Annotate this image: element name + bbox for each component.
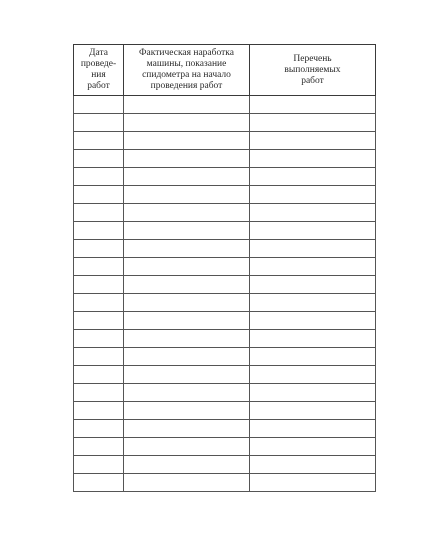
table-row: [74, 276, 376, 294]
cell-machine-hours: [124, 204, 250, 222]
header-machine-hours-odometer: Фактическая наработка машины, показание спидометра на начало проведения работ: [124, 45, 250, 96]
cell-work-list: [250, 276, 376, 294]
table-body: [74, 96, 376, 492]
cell-work-list: [250, 330, 376, 348]
cell-machine-hours: [124, 132, 250, 150]
work-log-table: [73, 44, 376, 492]
cell-work-date: [74, 330, 124, 348]
table-row: [74, 96, 376, 114]
cell-work-list: [250, 420, 376, 438]
table-row: [74, 402, 376, 420]
table-row: [74, 366, 376, 384]
cell-work-list: [250, 348, 376, 366]
cell-machine-hours: [124, 456, 250, 474]
table-row: [74, 186, 376, 204]
cell-work-list: [250, 366, 376, 384]
table-row: [74, 114, 376, 132]
cell-work-list: [250, 240, 376, 258]
table-row: [74, 330, 376, 348]
cell-work-date: [74, 168, 124, 186]
cell-work-list: [250, 186, 376, 204]
cell-machine-hours: [124, 276, 250, 294]
table-row: [74, 312, 376, 330]
cell-work-date: [74, 150, 124, 168]
cell-work-list: [250, 456, 376, 474]
table-row: [74, 204, 376, 222]
table-header-row: [74, 45, 376, 96]
cell-work-date: [74, 474, 124, 492]
cell-machine-hours: [124, 222, 250, 240]
cell-work-date: [74, 204, 124, 222]
cell-machine-hours: [124, 114, 250, 132]
cell-work-date: [74, 456, 124, 474]
cell-machine-hours: [124, 348, 250, 366]
cell-work-date: [74, 384, 124, 402]
table-row: [74, 474, 376, 492]
table-row: [74, 438, 376, 456]
table-row: [74, 420, 376, 438]
cell-machine-hours: [124, 474, 250, 492]
table-row: [74, 240, 376, 258]
cell-work-date: [74, 258, 124, 276]
cell-work-date: [74, 186, 124, 204]
cell-machine-hours: [124, 402, 250, 420]
cell-work-list: [250, 402, 376, 420]
cell-work-list: [250, 258, 376, 276]
cell-machine-hours: [124, 96, 250, 114]
cell-work-date: [74, 312, 124, 330]
cell-work-list: [250, 384, 376, 402]
cell-machine-hours: [124, 384, 250, 402]
cell-work-date: [74, 420, 124, 438]
cell-work-date: [74, 222, 124, 240]
cell-machine-hours: [124, 420, 250, 438]
cell-work-date: [74, 348, 124, 366]
table-row: [74, 150, 376, 168]
table-row: [74, 168, 376, 186]
cell-machine-hours: [124, 366, 250, 384]
cell-machine-hours: [124, 312, 250, 330]
cell-work-list: [250, 132, 376, 150]
cell-work-list: [250, 474, 376, 492]
cell-machine-hours: [124, 240, 250, 258]
cell-work-date: [74, 438, 124, 456]
cell-work-date: [74, 402, 124, 420]
cell-work-list: [250, 114, 376, 132]
table-row: [74, 132, 376, 150]
cell-machine-hours: [124, 168, 250, 186]
cell-machine-hours: [124, 258, 250, 276]
cell-work-list: [250, 438, 376, 456]
cell-machine-hours: [124, 186, 250, 204]
cell-work-list: [250, 168, 376, 186]
cell-work-date: [74, 96, 124, 114]
table-row: [74, 384, 376, 402]
table-row: [74, 456, 376, 474]
cell-work-list: [250, 312, 376, 330]
cell-work-list: [250, 222, 376, 240]
cell-work-date: [74, 132, 124, 150]
cell-work-list: [250, 150, 376, 168]
cell-work-list: [250, 204, 376, 222]
table-row: [74, 258, 376, 276]
table-row: [74, 348, 376, 366]
cell-machine-hours: [124, 294, 250, 312]
header-work-date: Дата проведе- ния работ: [74, 45, 124, 96]
cell-work-list: [250, 294, 376, 312]
cell-work-date: [74, 276, 124, 294]
cell-work-list: [250, 96, 376, 114]
header-work-list: Перечень выполняемых работ: [250, 45, 376, 96]
cell-machine-hours: [124, 150, 250, 168]
cell-work-date: [74, 114, 124, 132]
cell-work-date: [74, 366, 124, 384]
table-row: [74, 294, 376, 312]
table-row: [74, 222, 376, 240]
cell-work-date: [74, 240, 124, 258]
cell-machine-hours: [124, 330, 250, 348]
cell-machine-hours: [124, 438, 250, 456]
cell-work-date: [74, 294, 124, 312]
